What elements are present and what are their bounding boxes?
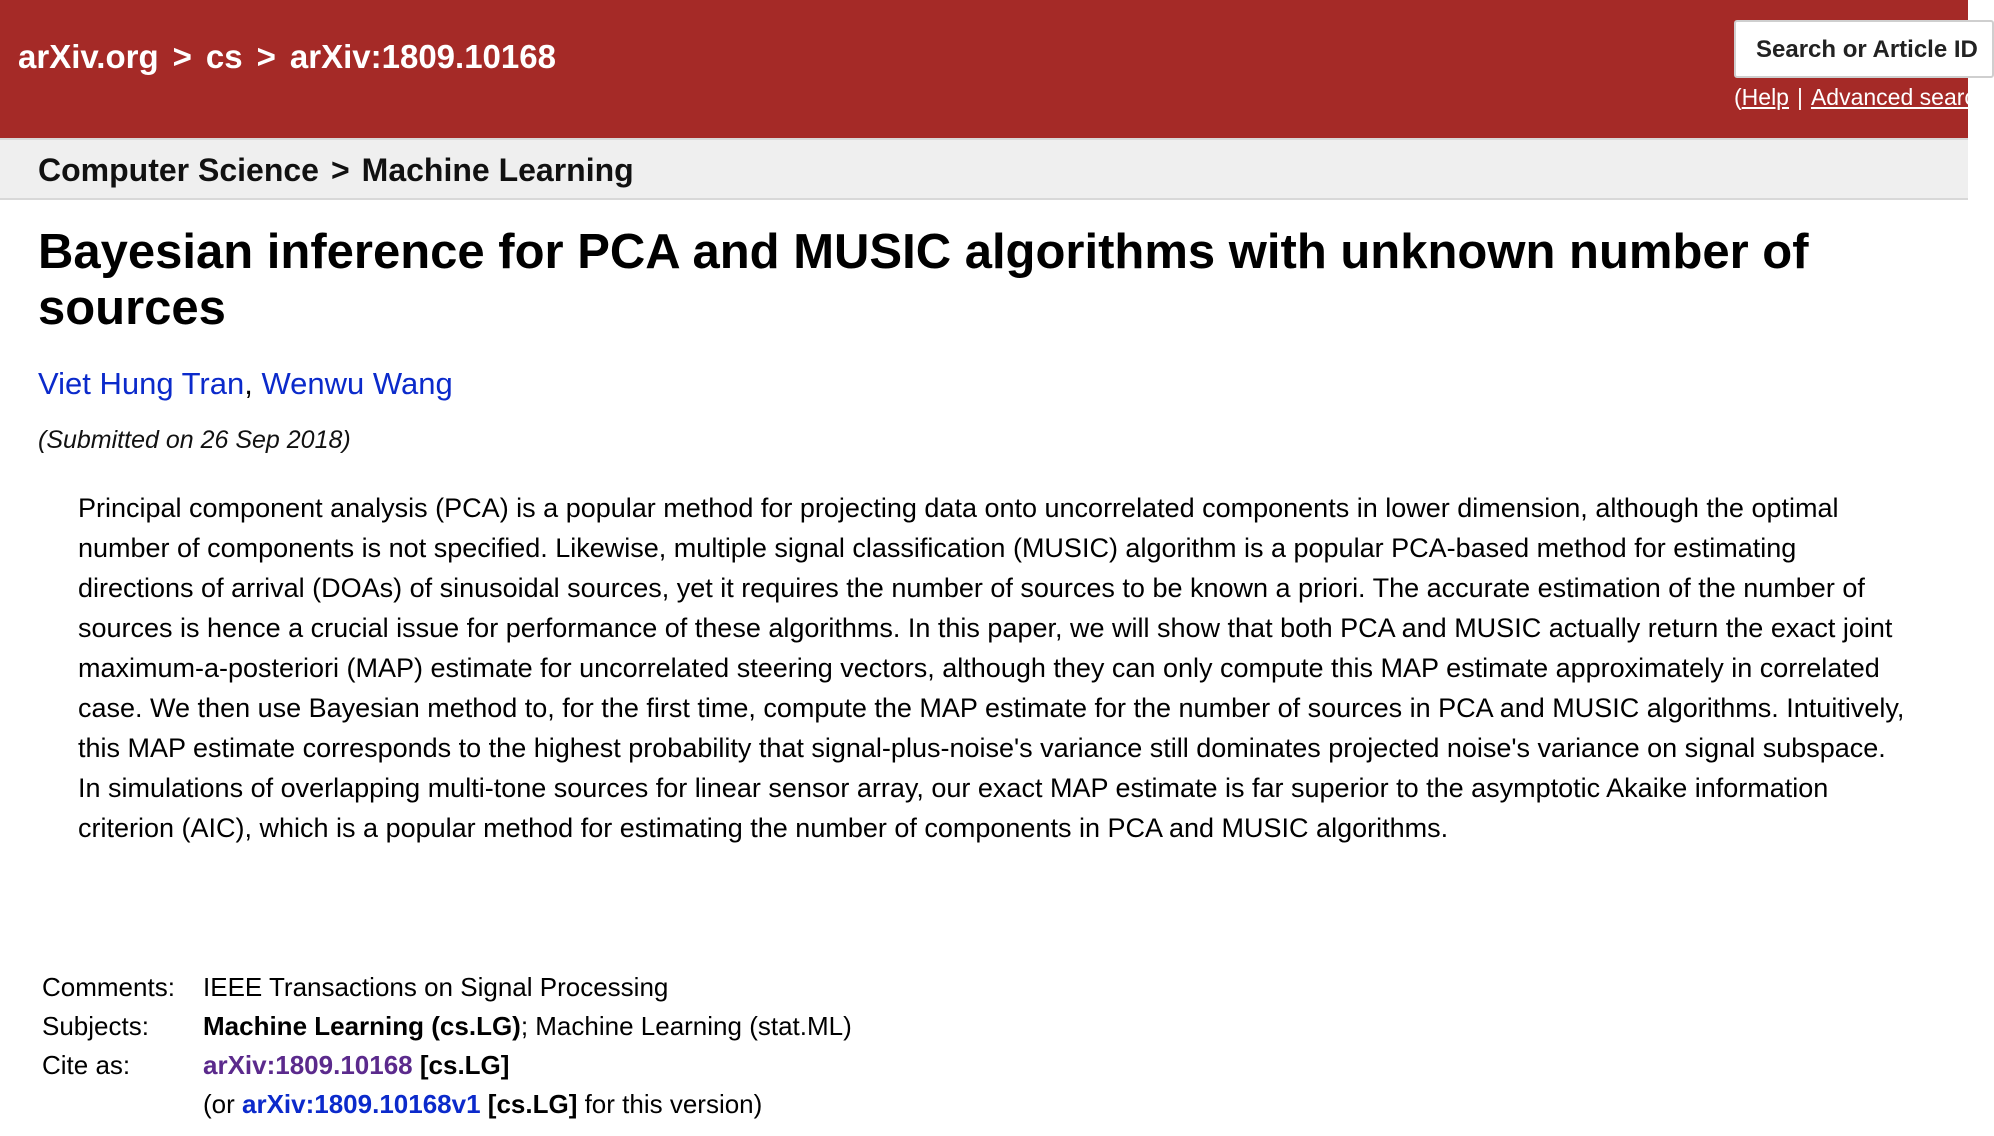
category-bar bbox=[0, 138, 1968, 200]
category-separator: > bbox=[330, 152, 350, 188]
category-label: Computer Science bbox=[38, 152, 319, 188]
comments-value: IEEE Transactions on Signal Processing bbox=[203, 972, 669, 1002]
abstract-text: Principal component analysis (PCA) is a popular method for projecting data onto uncorrelated components in lower dimension, although the optimal number of components is not specified. Likewise, multiple signal classification (MUSIC) algorithm is a popular PCA-based method for estimating directions of arrival (DOAs) of sinusoidal sources, yet it requires the number of sources to be known a priori. The accurate estimation of the number of sources is hence a crucial issue for performance of these algorithms. In this paper, we will show that both PCA and MUSIC actually return the exact joint maximum-a-posteriori (MAP) estimate for uncorrelated steering vectors, although they can only compute this MAP estimate approximately in correlated case. We then use Bayesian method to, for the first time, compute the MAP estimate for the number of sources in PCA and MUSIC algorithms. Intuitively, this MAP estimate corresponds to the highest probability that signal-plus-noise's variance still dominates projected noise's variance on signal subspace. In simulations of overlapping multi-tone sources for linear sensor array, our exact MAP estimate is far superior to the asymptotic Akaike information criterion (AIC), which is a popular method for estimating the number of components in PCA and MUSIC algorithms. bbox=[78, 493, 1905, 843]
version-row bbox=[42, 1089, 852, 1128]
advanced-search-link[interactable]: Advanced search bbox=[1810, 84, 1989, 110]
breadcrumb-home-link[interactable]: arXiv.org bbox=[18, 38, 159, 75]
breadcrumb-separator: > bbox=[172, 38, 192, 75]
author-link[interactable]: Wenwu Wang bbox=[261, 366, 453, 401]
primary-subject: Machine Learning (cs.LG) bbox=[203, 1011, 521, 1041]
subjects-label: Subjects: bbox=[42, 1011, 149, 1041]
paper-title: Bayesian inference for PCA and MUSIC algorithms with unknown number of sources bbox=[38, 225, 1809, 335]
submission-date: (Submitted on 26 Sep 2018) bbox=[38, 426, 351, 454]
search-help-links: (Help | Advanced search bbox=[1734, 84, 1989, 110]
breadcrumb bbox=[18, 38, 556, 76]
site-header bbox=[0, 0, 1989, 138]
comments-label: Comments: bbox=[42, 972, 175, 1002]
version-id-link[interactable]: arXiv:1809.10168v1 bbox=[242, 1089, 481, 1119]
category-breadcrumb bbox=[38, 152, 634, 189]
cite-label: Cite as: bbox=[42, 1050, 131, 1080]
subjects-value bbox=[203, 1011, 852, 1050]
metadata-table bbox=[42, 972, 852, 1128]
version-class: [cs.LG] bbox=[487, 1089, 578, 1119]
subjects-row bbox=[42, 1011, 852, 1050]
help-link[interactable]: Help bbox=[1741, 84, 1789, 110]
version-value: (or arXiv:1809.10168v1 [cs.LG] for this version) bbox=[203, 1089, 763, 1119]
cite-class: [cs.LG] bbox=[419, 1050, 510, 1080]
subcategory-label: Machine Learning bbox=[361, 152, 634, 188]
search-input[interactable]: Search or Article ID bbox=[1734, 20, 1994, 78]
author-link[interactable]: Viet Hung Tran bbox=[38, 366, 245, 401]
cite-id-link[interactable]: arXiv:1809.10168 bbox=[203, 1050, 413, 1080]
breadcrumb-section-link[interactable]: cs bbox=[205, 38, 243, 75]
author-list: Viet Hung Tran, Wenwu Wang bbox=[38, 366, 453, 401]
cite-row bbox=[42, 1050, 852, 1089]
cite-value bbox=[203, 1050, 852, 1089]
breadcrumb-separator: > bbox=[256, 38, 276, 75]
comments-row bbox=[42, 972, 852, 1011]
breadcrumb-current-paper: arXiv:1809.10168 bbox=[289, 38, 556, 75]
secondary-subject: ; Machine Learning (stat.ML) bbox=[520, 1011, 852, 1041]
